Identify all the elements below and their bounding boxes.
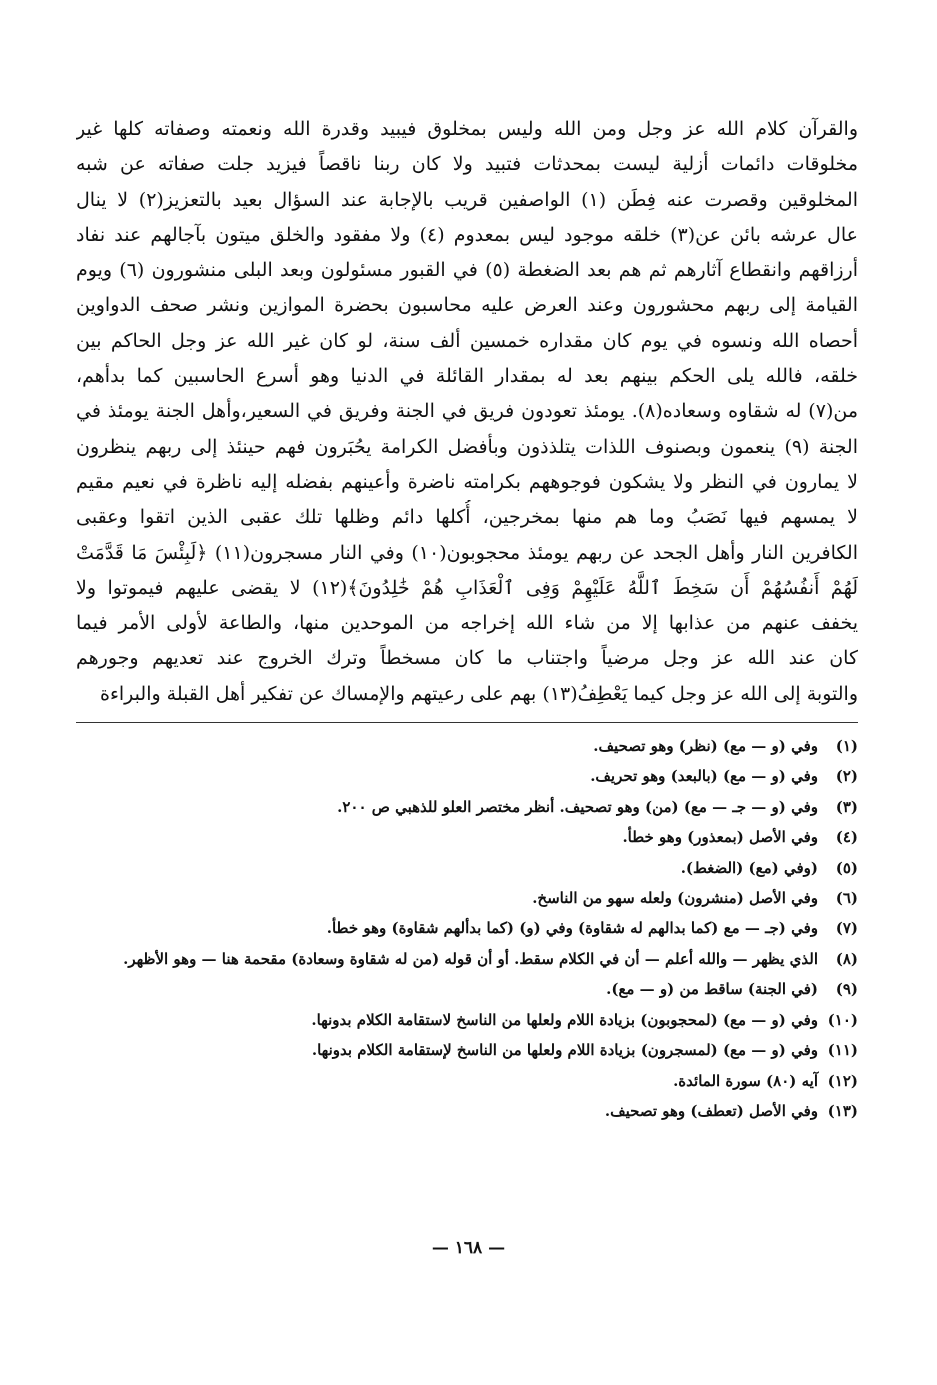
footnote-text: (وفي (مع) (الضغط). [680, 858, 818, 877]
footnote-text: وفي (و — جـ — مع) (من) وهو تصحيف. أنظر مختصر العلو للذهبي ص ٢٠٠. [337, 797, 818, 816]
footnote [76, 944, 858, 974]
text-line: يخفف عنهم من عذابها إلا من شاء الله إخراجه من الموحدين منها، والطاعة لأولى الأمر فيما [76, 612, 858, 635]
footnote-number: (٤) [835, 828, 858, 847]
footnote [76, 731, 858, 761]
footnote-divider [76, 722, 858, 723]
footnote [76, 883, 858, 913]
text-line: من(٧) له شقاوه وسعاده(٨). يومئذ تعودون فريق في الجنة وفريق في السعير،وأهل الجنة يومئذ في [76, 400, 858, 423]
footnote-text: وفي (و — مع) (لمحجوبون) بزيادة اللام ولعلها من الناسخ لاستقامة الكلام بدونها. [311, 1010, 818, 1029]
footnote-number: (٦) [835, 889, 858, 908]
footnote-number: (١١) [827, 1041, 858, 1060]
text-line: والتوبة إلى الله عز وجل كيما يَعْطِفُ(١٣) بهم على رعيتهم والإمساك عن تفكير أهل القبلة والبراءة [100, 682, 858, 705]
footnote-text: وفي الأصل (بمعذور) وهو خطأ. [622, 828, 818, 847]
text-line: الكافرين النار وأهل الجحد عن ربهم يومئذ محجوبون(١٠) وفي النار مسجرون(١١) ﴿لَبِئْسَ مَا قَدَّمَتْ [76, 541, 858, 564]
footnote [76, 853, 858, 883]
footnote [76, 1066, 858, 1096]
footnote-text: وفي الأصل (منشرون) ولعله سهو من الناسخ. [532, 889, 818, 908]
page-number: — ١٦٨ — [431, 1238, 506, 1258]
footnote-text: آيه (٨٠) سورة المائدة. [673, 1071, 818, 1090]
footnote-number: (٩) [835, 980, 858, 999]
footnote [76, 792, 858, 822]
footnote-number: (٥) [835, 858, 858, 877]
footnote-number: (١٣) [827, 1101, 858, 1120]
footnote-number: (٨) [835, 949, 858, 968]
footnote [76, 1096, 858, 1126]
footnote-number: (١٠) [827, 1010, 858, 1029]
text-line: خلقه، فالله يلى الحكم بينهم بعد له بمقدار القائلة في الدنيا وهو أسرع الحاسبين كما بدأهم، [76, 365, 858, 388]
footnote-text: وفي (و — مع) (لمسجرون) بزيادة اللام ولعلها من الناسخ لإستقامة الكلام بدونها. [311, 1041, 818, 1060]
text-line: لا يمسهم فيها نَصَبُ وما هم منها بمخرجين، أُكلها دائم وظلها تلك عقبى الذين اتقوا وعقبى [76, 506, 858, 529]
footnote-text: وفي (و — مع) (بالبعد) وهو تحريف. [590, 767, 818, 786]
text-line: أحصاه الله ونسوه في يوم كان مقداره خمسين ألف سنة، لو كان غير الله عز وجل الحاكم بين [76, 329, 858, 352]
footnote [76, 1035, 858, 1065]
footnote [76, 974, 858, 1004]
text-line: المخلوقين وقصرت عنه فِطَن (١) الواصفين قريب بالإجابة عند السؤال بعيد بالتعزيز(٢) لا ينال [76, 188, 858, 211]
text-line: أرزاقهم وانقطاع آثارهم ثم هم بعد الضغطة (٥) في القبور مسئولون وبعد البلى منشورون (٦) ويوم [76, 259, 858, 282]
text-line: القيامة إلى ربهم محشورون وعند العرض عليه محاسبون بحضرة الموازين ونشر صحف الدواوين [76, 294, 858, 317]
footnote-number: (٢) [835, 767, 858, 786]
footnotes-list [76, 731, 858, 1126]
text-line: عال عرشه بائن عن(٣) خلقه موجود ليس بمعدوم (٤) ولا مفقود والخلق ميتون بآجالهم عند نفاد [76, 223, 858, 246]
footnote-text: (في الجنة) ساقط من (و — مع). [606, 980, 818, 999]
text-line: والقرآن كلام الله عز وجل ومن الله وليس بمخلوق فيبيد وقدرة الله ونعمته وصفاته كلها غير [76, 118, 858, 140]
footnote [76, 913, 858, 943]
text-line: لا يمارون في النظر ولا يشكون فوجوههم بكرامته ناضرة وأعينهم بفضله إليه ناظرة في نعيم مقيم [76, 470, 858, 493]
footnote [76, 822, 858, 852]
document-page [76, 112, 858, 1126]
text-line: الجنة (٩) ينعمون وبصنوف اللذات يتلذذون وبأفضل الكرامة يحُبَرون فهم حينئذ إلى ربهم ينظرون [76, 435, 858, 458]
footnote-text: الذي يظهر — والله أعلم — أن في الكلام سقط. أو أن قوله (من له شقاوة وسعادة) مقحمة هنا — وهو الأظهر. [123, 949, 818, 968]
main-text [76, 112, 858, 712]
text-line: كان عند الله عز وجل مرضياً واجتناب ما كان مسخطاً وترك الخروج عند تعديهم وجورهم [76, 647, 858, 670]
footnote-text: وفي (و — مع) (نظر) وهو تصحيف. [593, 737, 818, 756]
quran-verse-line: لَهُمْ أَنفُسُهُمْ أَن سَخِطَ ٱللَّهُ عَلَيْهِمْ وَفِى ٱلْعَذَابِ هُمْ خَٰلِدُونَ﴾(١٢) لا يقضى عليهم فيموتوا ولا [76, 576, 858, 599]
footnote-number: (٧) [835, 919, 858, 938]
footnote-number: (١) [835, 737, 858, 756]
footnote-number: (٣) [835, 797, 858, 816]
footnote-number: (١٢) [827, 1071, 858, 1090]
footnote-text: وفي (جـ — مع (كما بدالهم له شقاوة) وفي (و) (كما بدألهم شقاوة) وهو خطأ. [326, 919, 818, 938]
footnote-text: وفي الأصل (تعطف) وهو تصحيف. [604, 1101, 818, 1120]
footnote [76, 761, 858, 791]
text-line: مخلوقات دائمات أزلية ليست بمحدثات فتبيد ولا كان ربنا ناقصاً فيزيد جلت صفاته عن شبه [76, 153, 858, 176]
footnote [76, 1005, 858, 1035]
